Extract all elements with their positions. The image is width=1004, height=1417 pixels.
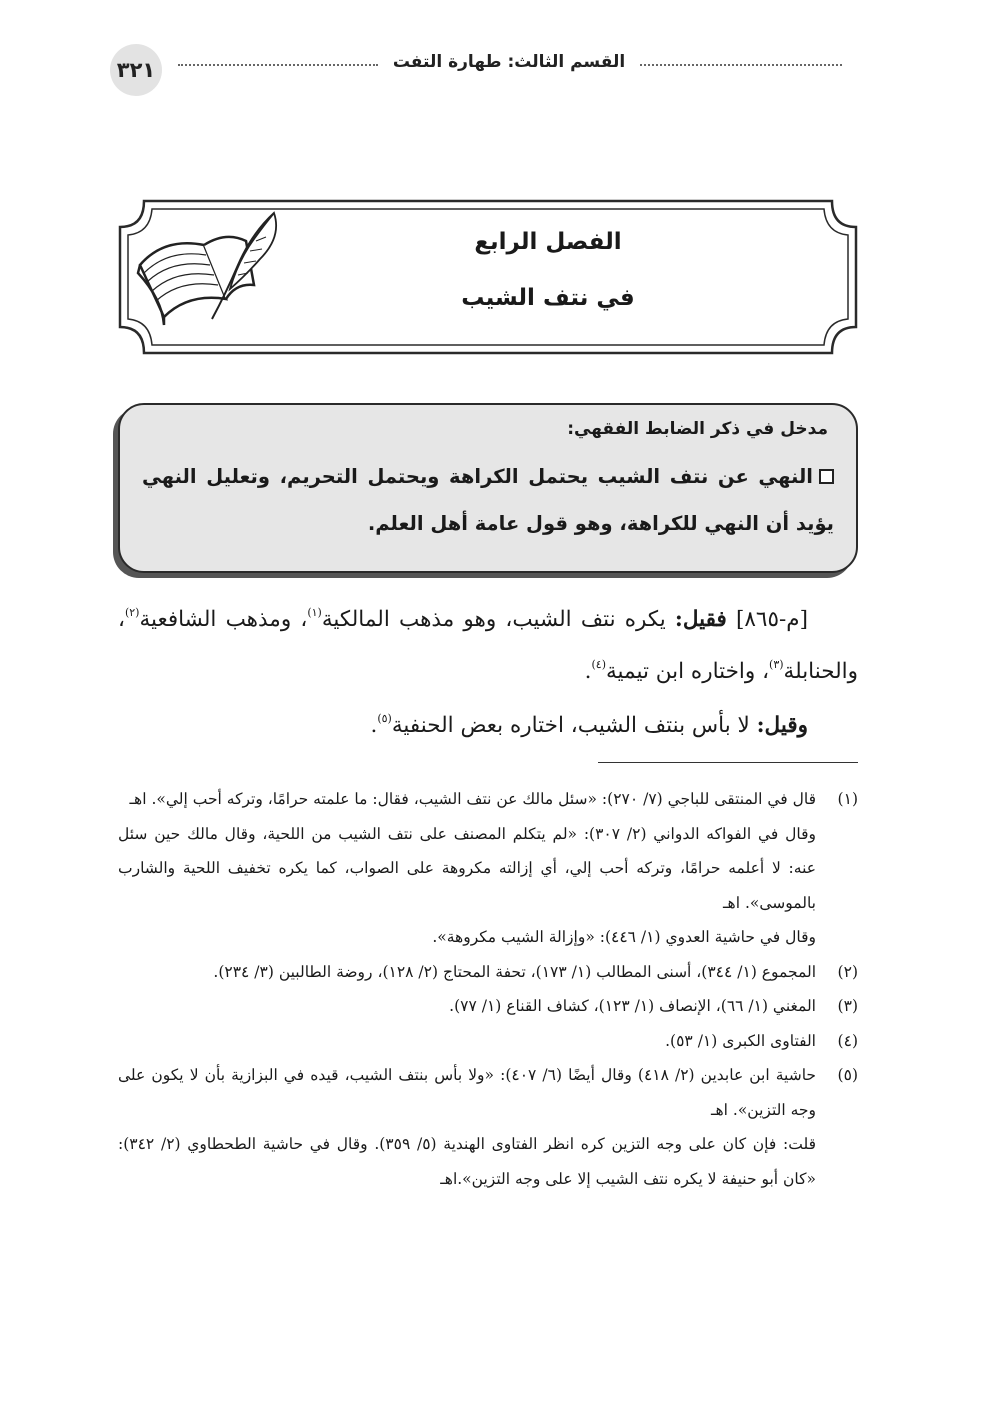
rule-box bbox=[118, 403, 858, 573]
rule-heading: مدخل في ذكر الضابط الفقهي: bbox=[567, 419, 828, 439]
paragraph-lead: وقيل: bbox=[756, 713, 808, 738]
header-dotted-leader-left bbox=[178, 62, 378, 66]
paragraph-text: لا بأس بنتف الشيب، اختاره بعض الحنفية bbox=[391, 713, 750, 738]
footnote bbox=[118, 1058, 858, 1196]
paragraph-text: يكره نتف الشيب، وهو مذهب المالكية bbox=[321, 607, 666, 632]
footnote-ref[interactable]: (٥) bbox=[377, 712, 392, 725]
footnote bbox=[118, 782, 858, 955]
paragraph-text: ، ومذهب الشافعية bbox=[139, 607, 308, 632]
paragraph-ref: [م-٨٦٥] bbox=[735, 607, 808, 632]
footnote bbox=[118, 989, 858, 1024]
header-dotted-leader-right bbox=[640, 62, 842, 66]
footnote-line: المغني (١/ ٦٦)، الإنصاف (١/ ١٢٣)، كشاف القناع (١/ ٧٧). bbox=[449, 997, 816, 1015]
footnote-number: (٢) bbox=[837, 962, 858, 981]
footnote-number: (٣) bbox=[837, 997, 858, 1015]
chapter-title: الفصل الرابع bbox=[474, 229, 622, 255]
paragraph-lead: فقيل: bbox=[674, 607, 727, 632]
book-quill-icon bbox=[134, 207, 284, 327]
rule-text: النهي عن نتف الشيب يحتمل الكراهة ويحتمل التحريم، وتعليل النهي يؤيد أن النهي للكراهة، وهو قول عامة أهل العلم. bbox=[142, 465, 834, 535]
checkbox-icon bbox=[819, 469, 834, 484]
footnote-line: قال في المنتقى للباجي (٧/ ٢٧٠): «سئل مالك عن نتف الشيب، فقال: ما علمته حرامًا، وتركه أحب إلي». اهـ bbox=[129, 790, 816, 808]
footnotes bbox=[118, 782, 858, 1196]
running-title: القسم الثالث: طهارة التفت bbox=[392, 52, 626, 72]
footnote-line: الفتاوى الكبرى (١/ ٥٣). bbox=[665, 1031, 816, 1050]
footnote-ref[interactable]: (٣) bbox=[769, 658, 784, 671]
footnote-ref[interactable]: (٢) bbox=[124, 606, 140, 619]
paragraph-text: ، والحنابلة bbox=[118, 607, 858, 684]
footnote bbox=[118, 1024, 858, 1059]
footnote-number: (٤) bbox=[837, 1031, 858, 1050]
page-number: ٣٢١ bbox=[110, 44, 162, 96]
footnote-number: (١) bbox=[837, 790, 858, 808]
footnote-line: وقال في الفواكه الدواني (٢/ ٣٠٧): «لم يتكلم المصنف على نتف الشيب من اللحية، وقال مالك حين سئل عنه: لا أعلمه حرامًا، وتركه أحب إلي، أي إزالته مكروهة على الصواب، كما يكره تخفيف اللحية والشارب بالموسى». اهـ bbox=[118, 824, 816, 912]
footnote-line: حاشية ابن عابدين (٢/ ٤١٨) وقال أيضًا (٦/ ٤٠٧): «ولا بأس بنتف الشيب، قيده في البزازية بأن لا يكون على وجه التزين». اهـ bbox=[118, 1066, 817, 1119]
footnote-ref[interactable]: (١) bbox=[307, 606, 322, 619]
chapter-subtitle: في نتف الشيب bbox=[461, 285, 635, 311]
paragraph-text: . bbox=[370, 713, 378, 738]
paragraph-text: . bbox=[584, 659, 592, 684]
footnote-number: (٥) bbox=[837, 1066, 858, 1084]
body-paragraph-2 bbox=[118, 700, 858, 752]
body-paragraph-1 bbox=[118, 594, 858, 698]
footnote-line: المجموع (١/ ٣٤٤)، أسنى المطالب (١/ ١٧٣)، تحفة المحتاج (٢/ ١٢٨)، روضة الطالبين (٣/ ٢٣٤). bbox=[213, 962, 816, 981]
rule-text-block bbox=[142, 453, 834, 547]
footnote-ref[interactable]: (٤) bbox=[591, 658, 607, 671]
paragraph-text: ، واختاره ابن تيمية bbox=[606, 659, 770, 684]
footnote-line: وقال في حاشية العدوي (١/ ٤٤٦): «وإزالة الشيب مكروهة». bbox=[432, 928, 816, 946]
footnote-line: قلت: فإن كان على وجه التزين كره انظر الفتاوى الهندية (٥/ ٣٥٩). وقال في حاشية الطحطاوي (٢/ ٣٤٢): «كان أبو حنيفة لا يكره نتف الشيب إلا على وجه التزين».اهـ bbox=[118, 1135, 816, 1188]
footnote-separator bbox=[598, 762, 858, 763]
chapter-title-frame bbox=[116, 197, 860, 357]
footnote bbox=[118, 955, 858, 990]
